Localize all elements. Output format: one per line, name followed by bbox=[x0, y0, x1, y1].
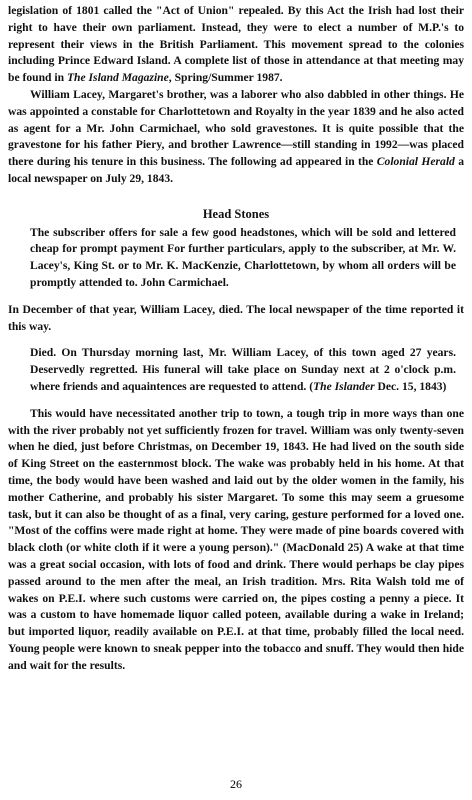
obituary-quote bbox=[30, 345, 456, 395]
publication-title: The Islander bbox=[313, 379, 375, 393]
paragraph-wake: This would have necessitated another trip to town, a tough trip in more ways than one with the river probably not yet sufficiently frozen for travel. William was only twenty-seven when he died, just before Christmas, on December 19, 1843. He had lived on the south side of King Street on the easternmost block. The wake was probably held in his home. At that time, the body would have been washed and laid out by the older women in the family, his mother Catherine, and probably his sister Margaret. To some this may seem a gruesome task, but it can also be thought of as a final, very caring, gesture performed for a loved one. "Most of the coffins were made right at home. They were made of pine boards covered with black cloth (or white cloth if it were a young person)." (MacDonald 25) A wake at that time was a great social occasion, with lots of food and drink. There would perhaps be clay pipes passed around to the men after the meal, an Irish tradition. Mrs. Rita Walsh told me of wakes on P.E.I. where such customs were carried on, the pipes costing a penny a piece. It was a custom to have homemade liquor called poteen, available during a wake in Ireland; but imported liquor, readily available on P.E.I. at that time, probably filled the local need. Young people were known to sneak pepper into the tobacco and snuff. They would then hide and wait for the results. bbox=[8, 406, 464, 672]
paragraph-text: legislation of 1801 called the "Act of Union" repealed. By this Act the Irish had lost their right to have their own parliament. Instead, they were to elect a number of M.P.'s to represent their views in the British Parliament. This movement spread to the colonies including Prince Edward Island. A complete list of those in attendance at that meeting may be found in bbox=[8, 4, 464, 85]
publication-title: The Island Magazine bbox=[66, 71, 169, 85]
quote-text: Dec. 15, 1843) bbox=[374, 379, 447, 393]
paragraph-text: William Lacey, Margaret's brother, was a laborer who also dabbled in other things. He was appointed a constable for Charlottetown and Royalty in the year 1839 and he also acted as agent for a Mr. John Carmichael, who sold gravestones. It is quite possible that the gravestone for his father Piery, and brother Lawrence—still standing in 1992—was placed there during his tenure in this business. The following ad appeared in the bbox=[8, 87, 464, 169]
paragraph-william-lacey bbox=[8, 87, 464, 188]
paragraph-text: , Spring/Summer 1987. bbox=[168, 71, 283, 85]
publication-title: Colonial Herald bbox=[376, 155, 455, 169]
advertisement-quote: The subscriber offers for sale a few good headstones, which will be sold and lettered cheap for prompt payment For further particulars, apply to the subscriber, at Mr. W. Lacey's, King St. or to Mr. K. MacKenzie, Charlottetown, by whom all orders will be promptly attended to. John Carmichael. bbox=[30, 225, 456, 289]
section-heading: Head Stones bbox=[202, 206, 270, 221]
quote-text: Died. On Thursday morning last, Mr. William Lacey, of this town aged 27 years. Deservedly regretted. His funeral will take place on Sunday next at 2 o'clock p.m. where friends and aquaintences are requested to attend. ( bbox=[30, 346, 456, 393]
paragraph-act-of-union bbox=[8, 3, 464, 87]
paragraph-text: a local newspaper on July 29, 1843. bbox=[8, 155, 464, 185]
paragraph-december: In December of that year, William Lacey, died. The local newspaper of the time reported it this way. bbox=[8, 302, 464, 333]
page-number: 26 bbox=[230, 777, 242, 791]
